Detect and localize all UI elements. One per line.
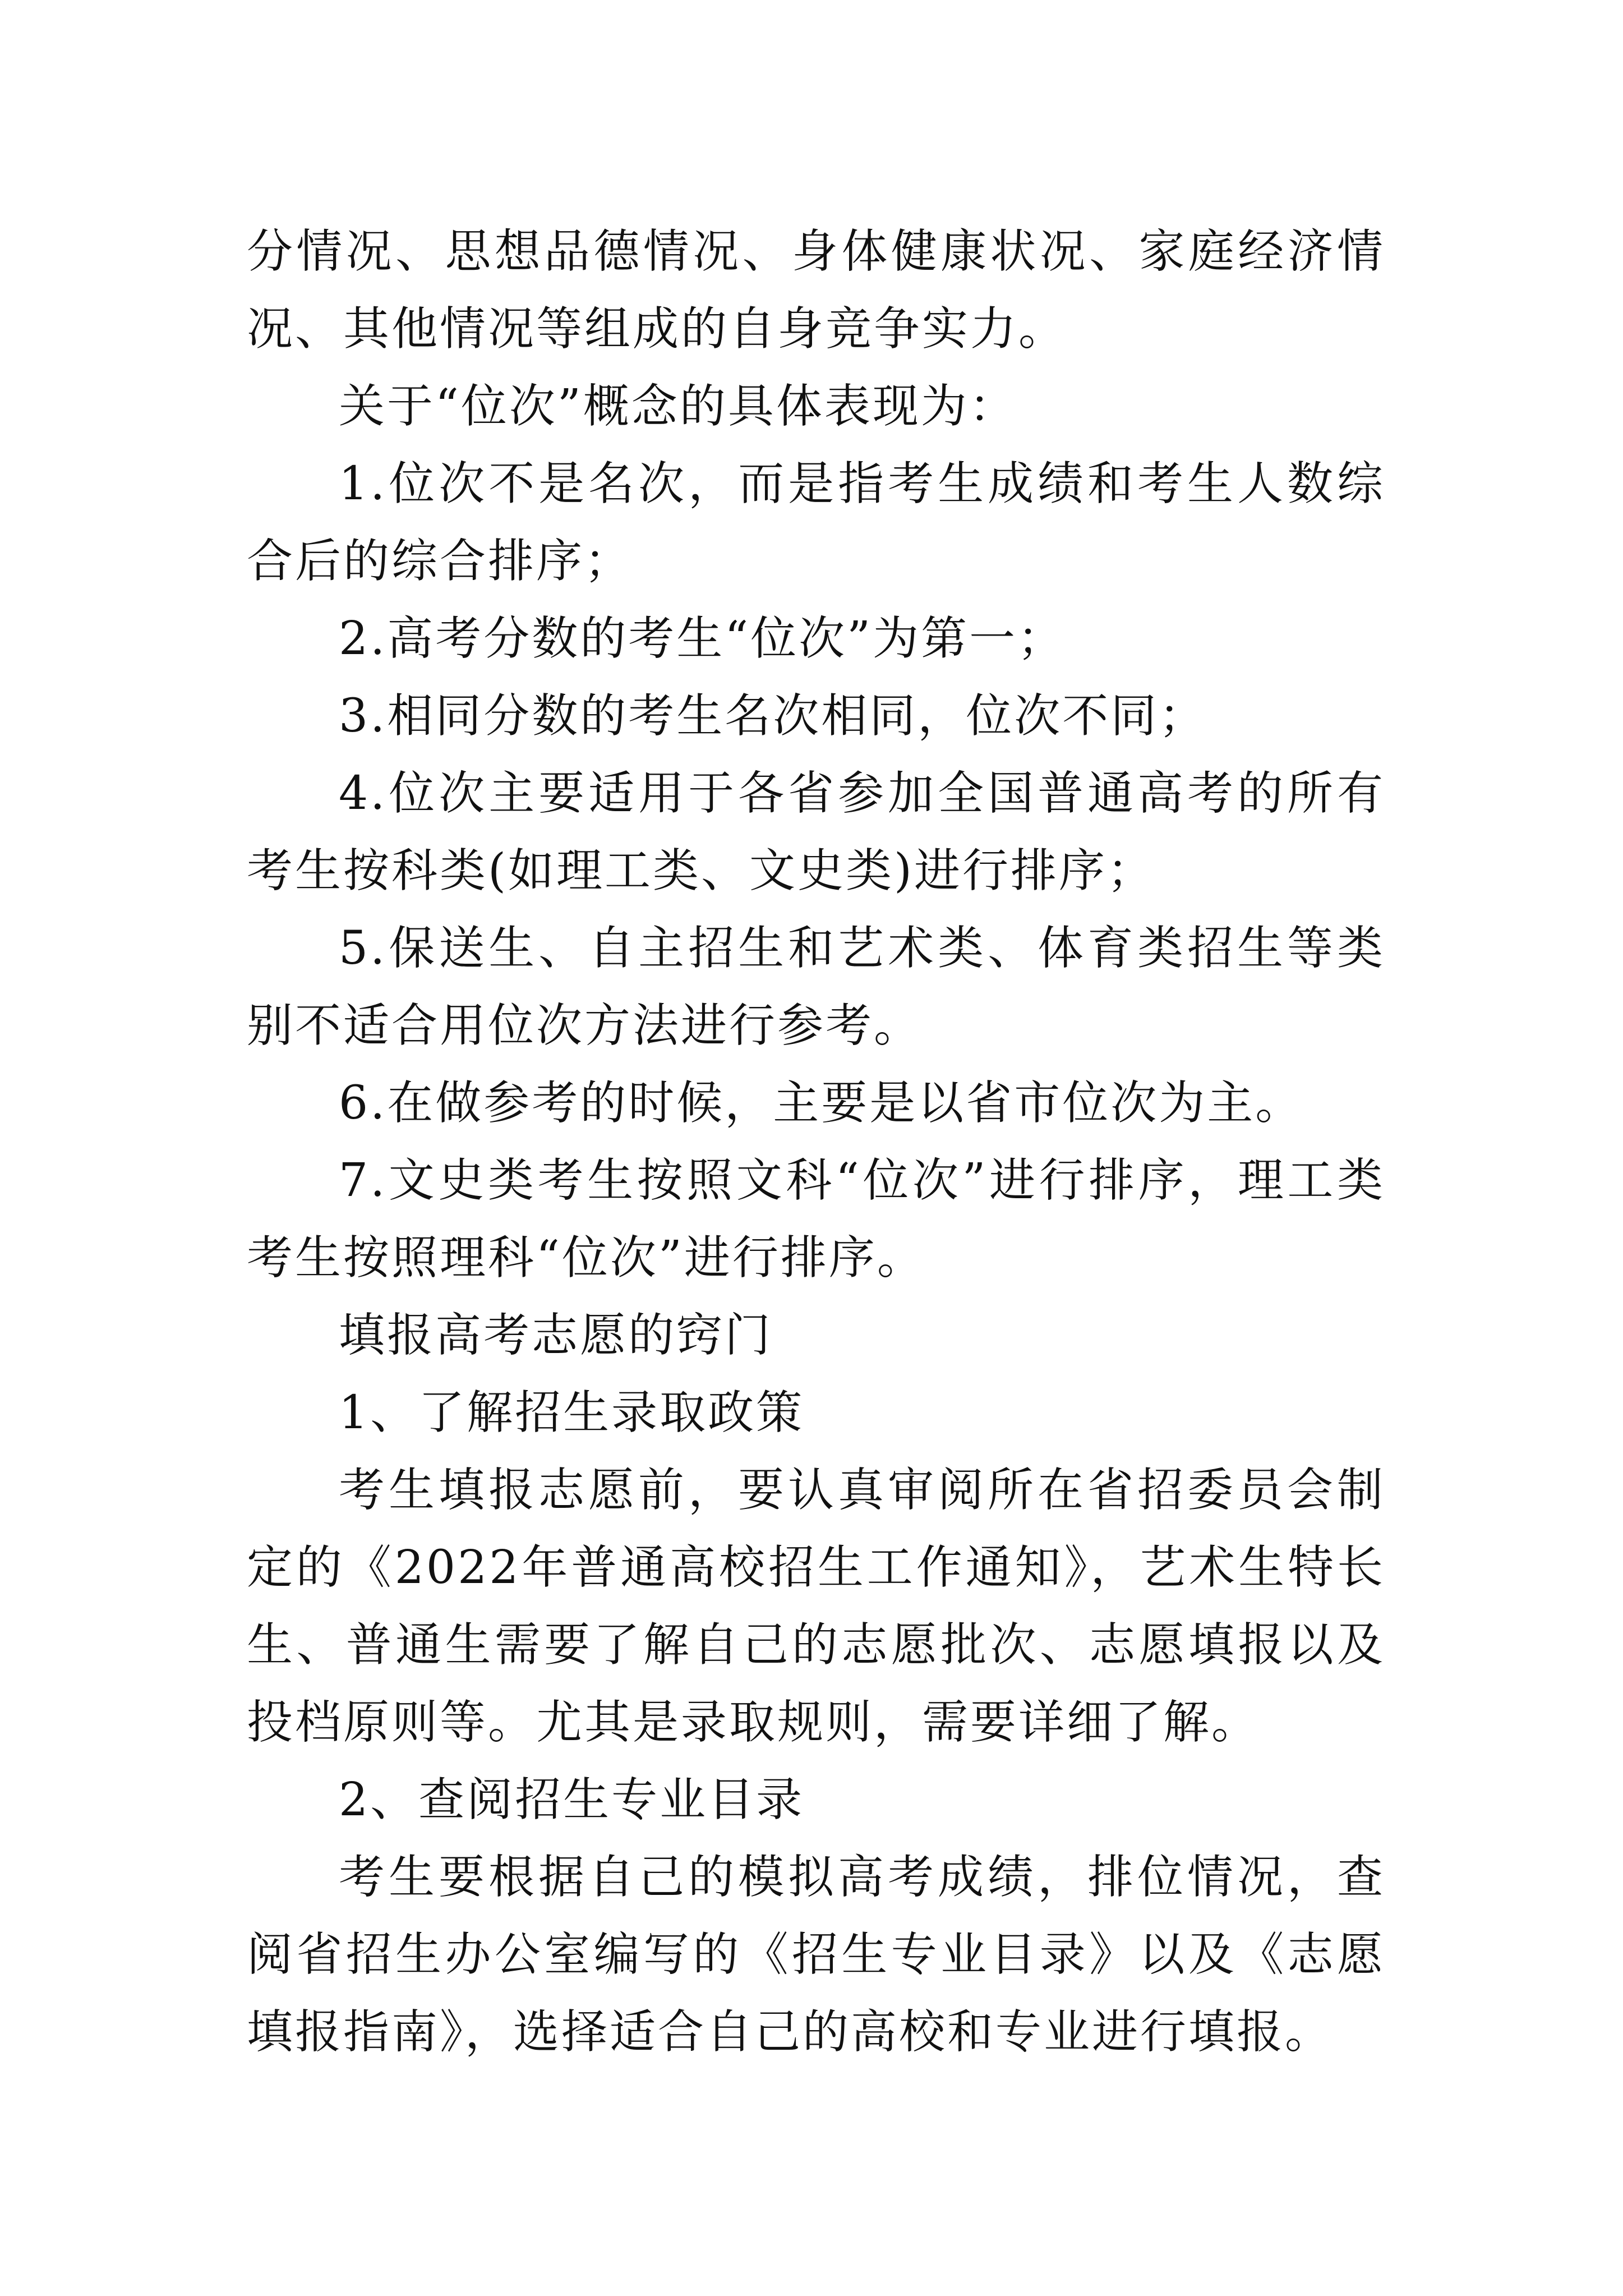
- subheading-2: 2、查阅招生专业目录: [339, 1773, 805, 1826]
- paragraph-14: 考生要根据自己的模拟高考成绩，排位情况，查阅省招生办公室编写的《招生专业目录》以及《志愿填报指南》，选择适合自己的高校和专业进行填报。: [247, 1851, 1385, 2059]
- paragraph-2: 关于“位次”概念的具体表现为：: [339, 380, 1017, 433]
- paragraph-4: 2.高考分数的考生“位次”为第一；: [339, 612, 1066, 665]
- paragraph-1: 分情况、思想品德情况、身体健康状况、家庭经济情况、其他情况等组成的自身竞争实力。: [247, 225, 1385, 356]
- paragraph-8: 6.在做参考的时候，主要是以省市位次为主。: [339, 1076, 1304, 1130]
- paragraph-6: 4.位次主要适用于各省参加全国普通高考的所有考生按科类(如理工类、文史类)进行排序；: [247, 767, 1385, 898]
- document-page: [247, 213, 1385, 2071]
- subheading-1: 1、了解招生录取政策: [339, 1386, 805, 1439]
- paragraph-12: 考生填报志愿前，要认真审阅所在省招委员会制定的《2022年普通高校招生工作通知》，艺术生特长生、普通生需要了解自己的志愿批次、志愿填报以及投档原则等。尤其是录取规则，需要详细了解。: [247, 1464, 1385, 1749]
- paragraph-3: 1.位次不是名次，而是指考生成绩和考生人数综合后的综合排序；: [247, 457, 1385, 588]
- paragraph-7: 5.保送生、自主招生和艺术类、体育类招生等类别不适合用位次方法进行参考。: [247, 922, 1385, 1052]
- paragraph-9: 7.文史类考生按照文科“位次”进行排序，理工类考生按照理科“位次”进行排序。: [247, 1154, 1385, 1285]
- paragraph-5: 3.相同分数的考生名次相同，位次不同；: [339, 689, 1207, 743]
- section-heading-tips: 填报高考志愿的窍门: [339, 1309, 773, 1362]
